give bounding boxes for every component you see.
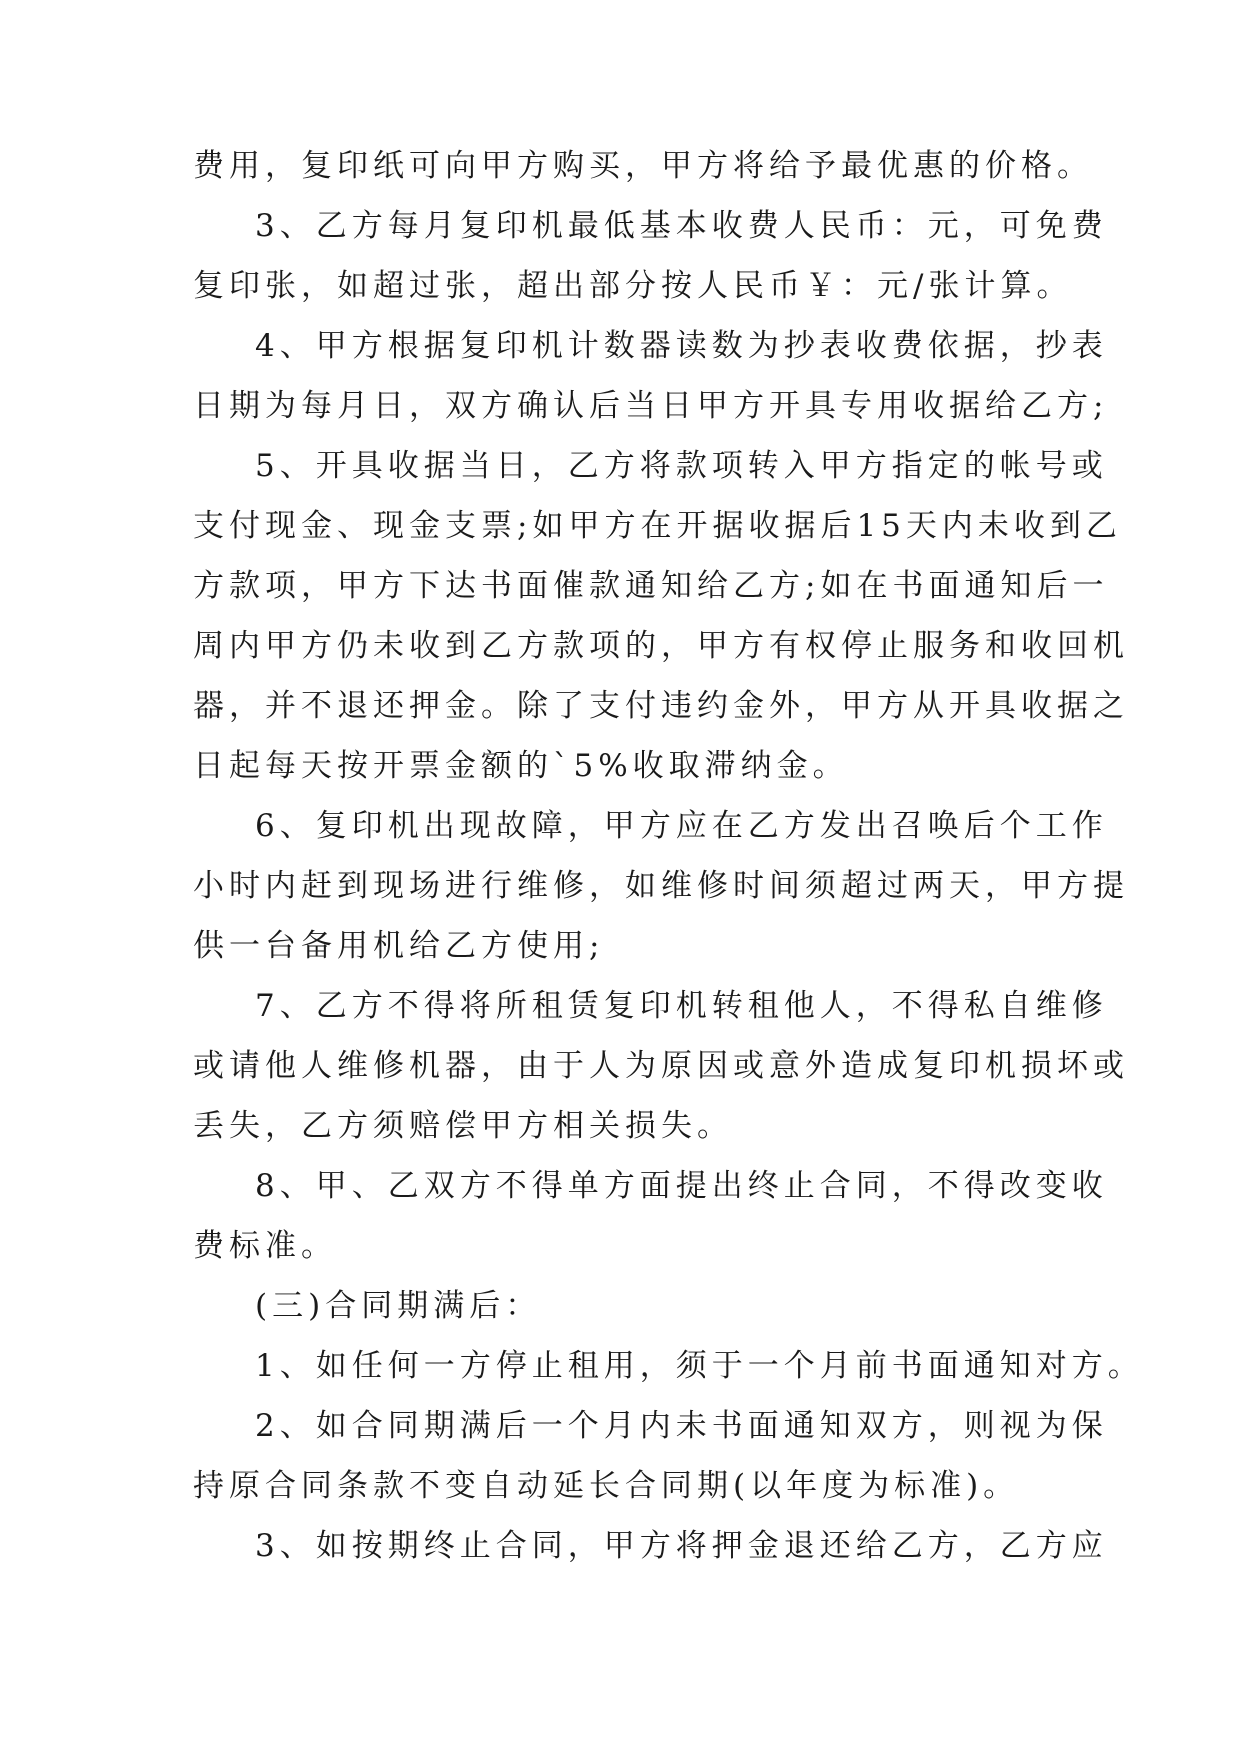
text-line: 丢失，乙方须赔偿甲方相关损失。 (193, 1108, 733, 1144)
text-line: 4、甲方根据复印机计数器读数为抄表收费依据，抄表 (255, 328, 1108, 364)
text-line: 日期为每月日，双方确认后当日甲方开具专用收据给乙方; (193, 388, 1109, 424)
text-line: 6、复印机出现故障，甲方应在乙方发出召唤后个工作 (255, 808, 1108, 844)
section-heading: (三)合同期满后： (255, 1288, 542, 1324)
text-line: 3、如按期终止合同，甲方将押金退还给乙方，乙方应 (255, 1528, 1108, 1564)
text-line: 支付现金、现金支票;如甲方在开据收据后15天内未收到乙 (193, 508, 1122, 544)
text-line: 5、开具收据当日，乙方将款项转入甲方指定的帐号或 (255, 448, 1108, 484)
text-line: 3、乙方每月复印机最低基本收费人民币：元，可免费 (255, 208, 1108, 244)
text-line: 持原合同条款不变自动延长合同期(以年度为标准)。 (193, 1468, 1020, 1504)
text-line: 7、乙方不得将所租赁复印机转租他人，不得私自维修 (255, 988, 1108, 1024)
text-line: 或请他人维修机器，由于人为原因或意外造成复印机损坏或 (193, 1048, 1129, 1084)
text-line: 器，并不退还押金。除了支付违约金外，甲方从开具收据之 (193, 688, 1129, 724)
text-line: 费标准。 (193, 1228, 337, 1264)
text-line: 8、甲、乙双方不得单方面提出终止合同，不得改变收 (255, 1168, 1108, 1204)
text-line: 复印张，如超过张，超出部分按人民币￥：元/张计算。 (193, 268, 1073, 304)
text-line: 供一台备用机给乙方使用; (193, 928, 605, 964)
text-line: 日起每天按开票金额的`5%收取滞纳金。 (193, 748, 849, 784)
text-line: 费用，复印纸可向甲方购买，甲方将给予最优惠的价格。 (193, 148, 1093, 184)
text-line: 1、如任何一方停止租用，须于一个月前书面通知对方。 (255, 1348, 1144, 1384)
text-line: 周内甲方仍未收到乙方款项的，甲方有权停止服务和收回机 (193, 628, 1129, 664)
text-line: 方款项，甲方下达书面催款通知给乙方;如在书面通知后一 (193, 568, 1109, 604)
text-line: 小时内赶到现场进行维修，如维修时间须超过两天，甲方提 (193, 868, 1129, 904)
text-line: 2、如合同期满后一个月内未书面通知双方，则视为保 (255, 1408, 1108, 1444)
